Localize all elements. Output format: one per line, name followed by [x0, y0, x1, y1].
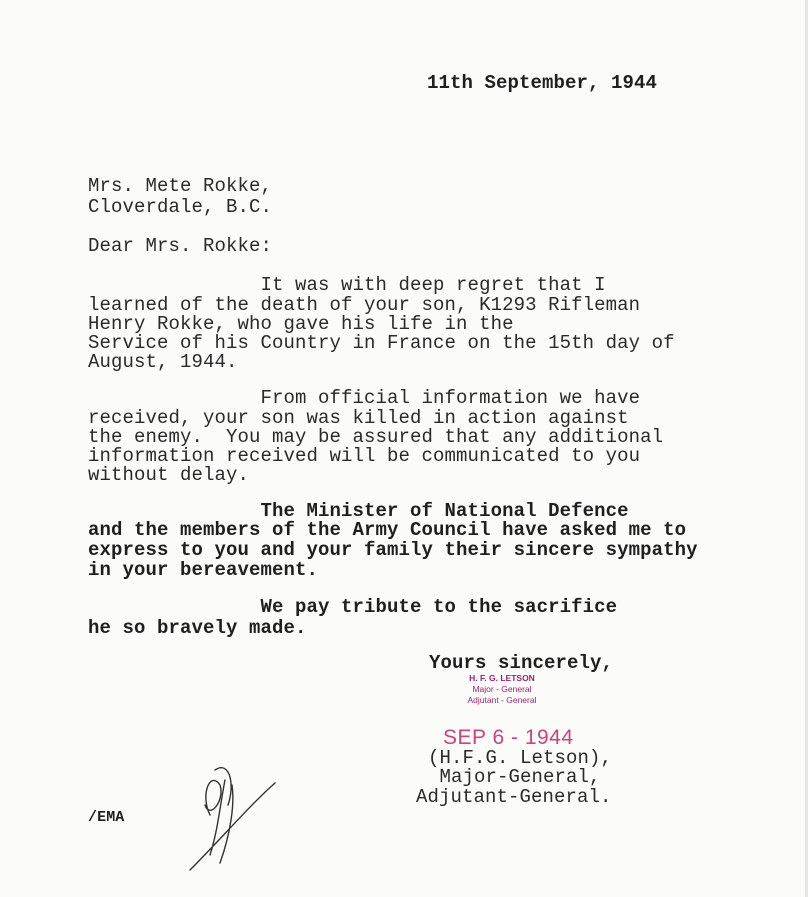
- paragraph-line: The Minister of National Defence: [88, 500, 629, 522]
- recipient-name: Mrs. Mete Rokke,: [88, 175, 273, 197]
- paragraph-line: From official information we have: [88, 387, 641, 409]
- date-stamp: SEP 6 - 1944: [443, 726, 574, 749]
- salutation: Dear Mrs. Rokke:: [88, 235, 273, 257]
- paragraph-line: express to you and your family their sincere sympathy: [88, 539, 698, 561]
- signature-stamp: [442, 673, 562, 706]
- paragraph-line: the enemy. You may be assured that any additional: [88, 426, 664, 448]
- paragraph-line: in your bereavement.: [88, 559, 319, 581]
- stamp-name: H. F. G. LETSON: [469, 673, 535, 683]
- signature-title: Adjutant-General.: [416, 786, 612, 808]
- paragraph-line: received, your son was killed in action against: [88, 407, 629, 429]
- handwritten-initials-icon: [180, 745, 280, 875]
- paragraph-line: Henry Rokke, who gave his life in the: [88, 313, 514, 335]
- closing: Yours sincerely,: [429, 652, 614, 674]
- paragraph-line: August, 1944.: [88, 351, 238, 373]
- letter-date: 11th September, 1944: [427, 72, 658, 94]
- paragraph-line: and the members of the Army Council have asked me to: [88, 519, 687, 541]
- paragraph-line: without delay.: [88, 464, 250, 486]
- stamp-title: Adjutant - General: [467, 695, 537, 705]
- paragraph-line: information received will be communicated to you: [88, 445, 641, 467]
- signature-name: (H.F.G. Letson),: [428, 747, 613, 769]
- signature-rank: Major-General,: [428, 766, 601, 788]
- paragraph-line: learned of the death of your son, K1293 Rifleman: [88, 294, 641, 316]
- recipient-address: Cloverdale, B.C.: [88, 196, 273, 218]
- paragraph-line: We pay tribute to the sacrifice: [88, 596, 618, 618]
- reference-initials: /EMA: [88, 809, 125, 826]
- stamp-rank: Major - General: [472, 684, 532, 694]
- paragraph-line: he so bravely made.: [88, 617, 307, 639]
- paragraph-line: Service of his Country in France on the 15th day of: [88, 332, 675, 354]
- paragraph-line: It was with deep regret that I: [88, 274, 606, 296]
